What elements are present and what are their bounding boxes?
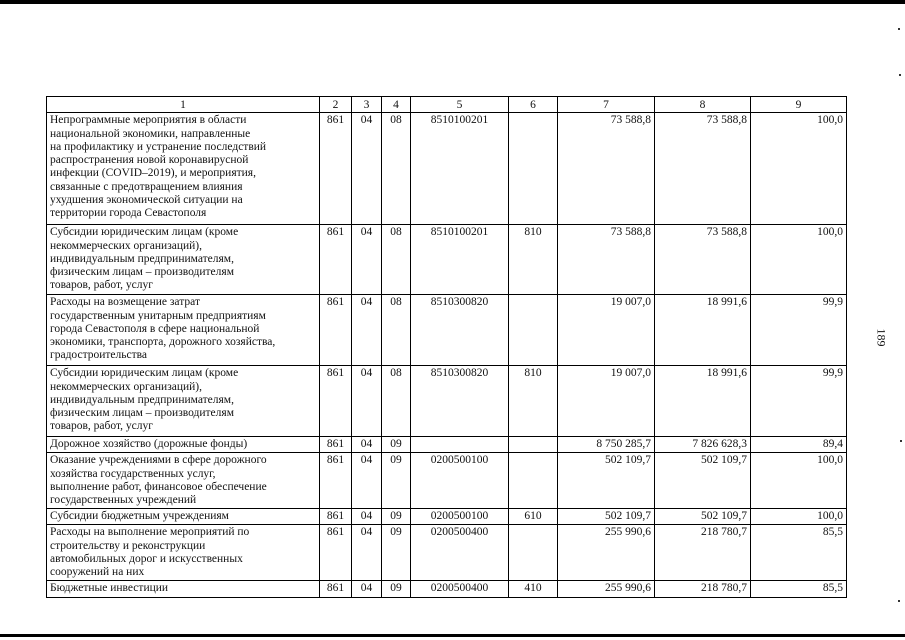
column-header: 2 [320, 97, 352, 113]
approved-amount: 502 109,7 [558, 509, 655, 525]
approved-amount: 73 588,8 [558, 225, 655, 295]
execution-percent: 100,0 [751, 509, 847, 525]
table-row [47, 453, 847, 509]
scan-speck [900, 440, 902, 442]
ministry-code: 861 [320, 437, 352, 453]
approved-amount: 73 588,8 [558, 113, 655, 225]
executed-amount: 18 991,6 [655, 366, 751, 437]
expense-type-code: 810 [509, 225, 558, 295]
section-code: 04 [352, 437, 382, 453]
executed-amount: 73 588,8 [655, 225, 751, 295]
expense-type-code [509, 113, 558, 225]
execution-percent: 100,0 [751, 225, 847, 295]
column-header: 5 [411, 97, 509, 113]
budget-expenditure-table [46, 96, 847, 598]
column-header: 1 [47, 97, 320, 113]
section-code: 04 [352, 113, 382, 225]
row-description: Дорожное хозяйство (дорожные фонды) [47, 437, 320, 453]
table-row [47, 581, 847, 598]
execution-percent: 100,0 [751, 113, 847, 225]
row-description: Оказание учреждениями в сфере дорожного хозяйства государственных услуг, выполнение работ, финансовое обеспечение государственных учреждений [47, 453, 320, 509]
subsection-code: 08 [382, 366, 411, 437]
bottom-border-rule [0, 634, 905, 637]
table-row [47, 509, 847, 525]
executed-amount: 502 109,7 [655, 509, 751, 525]
target-article-code: 0200500400 [411, 581, 509, 598]
row-description: Бюджетные инвестиции [47, 581, 320, 598]
expense-type-code [509, 525, 558, 581]
row-description: Субсидии юридическим лицам (кроме некоммерческих организаций), индивидуальным предпринимателям, физическим лицам – производителям товаров, работ, услуг [47, 225, 320, 295]
ministry-code: 861 [320, 581, 352, 598]
table-row [47, 295, 847, 366]
section-code: 04 [352, 295, 382, 366]
subsection-code: 08 [382, 113, 411, 225]
execution-percent: 100,0 [751, 453, 847, 509]
table-row [47, 225, 847, 295]
expense-type-code [509, 437, 558, 453]
subsection-code: 09 [382, 581, 411, 598]
approved-amount: 19 007,0 [558, 295, 655, 366]
top-border-rule [0, 0, 905, 4]
column-header: 6 [509, 97, 558, 113]
expense-type-code [509, 295, 558, 366]
table-row [47, 113, 847, 225]
section-code: 04 [352, 525, 382, 581]
column-header: 3 [352, 97, 382, 113]
subsection-code: 08 [382, 225, 411, 295]
table-row [47, 366, 847, 437]
ministry-code: 861 [320, 525, 352, 581]
subsection-code: 09 [382, 453, 411, 509]
expense-type-code [509, 453, 558, 509]
target-article-code: 0200500100 [411, 453, 509, 509]
executed-amount: 73 588,8 [655, 113, 751, 225]
execution-percent: 99,9 [751, 295, 847, 366]
section-code: 04 [352, 225, 382, 295]
row-description: Непрограммные мероприятия в области национальной экономики, направленные на профилактику и устранение последствий распространения новой коронавирусной инфекции (COVID–2019), и мероприятия, связанные с предотвращением влияния ухудшения экономической ситуации на территории города Севастополя [47, 113, 320, 225]
execution-percent: 99,9 [751, 366, 847, 437]
executed-amount: 218 780,7 [655, 525, 751, 581]
executed-amount: 218 780,7 [655, 581, 751, 598]
target-article-code: 0200500400 [411, 525, 509, 581]
column-header: 9 [751, 97, 847, 113]
approved-amount: 255 990,6 [558, 581, 655, 598]
column-header: 7 [558, 97, 655, 113]
ministry-code: 861 [320, 113, 352, 225]
target-article-code: 8510300820 [411, 366, 509, 437]
ministry-code: 861 [320, 295, 352, 366]
subsection-code: 08 [382, 295, 411, 366]
table-row [47, 525, 847, 581]
target-article-code: 8510300820 [411, 295, 509, 366]
scan-speck [898, 28, 900, 30]
ministry-code: 861 [320, 225, 352, 295]
target-article-code: 8510100201 [411, 225, 509, 295]
expense-type-code: 810 [509, 366, 558, 437]
target-article-code [411, 437, 509, 453]
scan-speck [899, 74, 901, 76]
expense-type-code: 410 [509, 581, 558, 598]
execution-percent: 85,5 [751, 581, 847, 598]
section-code: 04 [352, 366, 382, 437]
target-article-code: 8510100201 [411, 113, 509, 225]
expense-type-code: 610 [509, 509, 558, 525]
target-article-code: 0200500100 [411, 509, 509, 525]
table-row [47, 437, 847, 453]
row-description: Расходы на выполнение мероприятий по строительству и реконструкции автомобильных дорог и искусственных сооружений на них [47, 525, 320, 581]
column-header: 8 [655, 97, 751, 113]
table-header-row [47, 97, 847, 113]
approved-amount: 502 109,7 [558, 453, 655, 509]
row-description: Расходы на возмещение затрат государственным унитарным предприятиям города Севастополя в сфере национальной экономики, транспорта, дорожного хозяйства, градостроительства [47, 295, 320, 366]
execution-percent: 85,5 [751, 525, 847, 581]
executed-amount: 502 109,7 [655, 453, 751, 509]
ministry-code: 861 [320, 453, 352, 509]
executed-amount: 7 826 628,3 [655, 437, 751, 453]
approved-amount: 255 990,6 [558, 525, 655, 581]
section-code: 04 [352, 581, 382, 598]
ministry-code: 861 [320, 366, 352, 437]
approved-amount: 19 007,0 [558, 366, 655, 437]
subsection-code: 09 [382, 509, 411, 525]
page-number: 189 [874, 328, 889, 347]
section-code: 04 [352, 509, 382, 525]
section-code: 04 [352, 453, 382, 509]
approved-amount: 8 750 285,7 [558, 437, 655, 453]
row-description: Субсидии юридическим лицам (кроме некоммерческих организаций), индивидуальным предпринимателям, физическим лицам – производителям товаров, работ, услуг [47, 366, 320, 437]
executed-amount: 18 991,6 [655, 295, 751, 366]
scan-speck [898, 600, 900, 602]
subsection-code: 09 [382, 437, 411, 453]
execution-percent: 89,4 [751, 437, 847, 453]
column-header: 4 [382, 97, 411, 113]
subsection-code: 09 [382, 525, 411, 581]
ministry-code: 861 [320, 509, 352, 525]
row-description: Субсидии бюджетным учреждениям [47, 509, 320, 525]
